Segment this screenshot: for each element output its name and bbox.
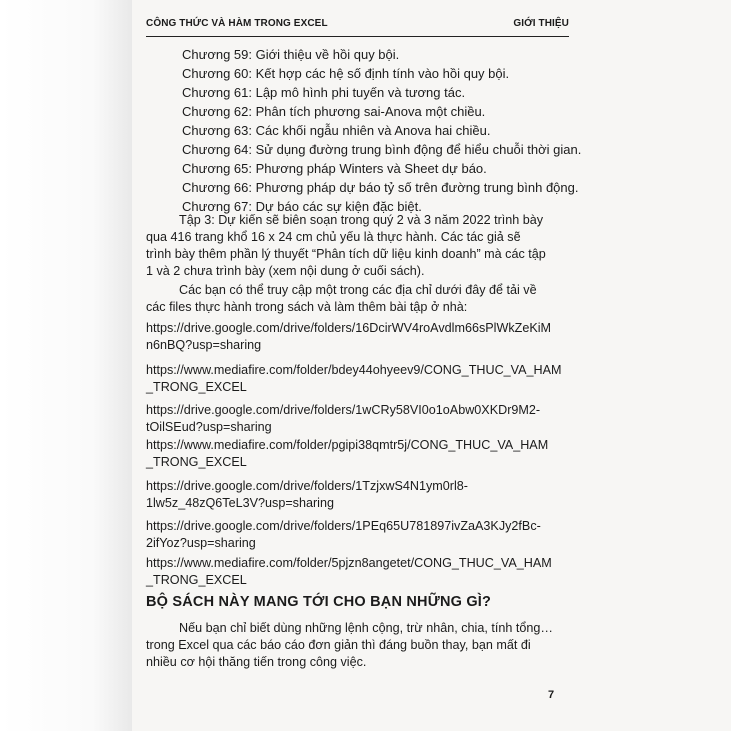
chapter-item: Chương 65: Phương pháp Winters và Sheet dự báo. bbox=[182, 161, 487, 176]
link-line[interactable]: https://drive.google.com/drive/folders/1wCRy58VI0o1oAbw0XKDr9M2- bbox=[146, 403, 541, 417]
intro-paragraph bbox=[146, 620, 566, 671]
link-line[interactable]: https://www.mediafire.com/folder/5pjzn8angetet/CONG_THUC_VA_HAM bbox=[146, 556, 552, 570]
chapter-list bbox=[182, 45, 582, 216]
download-link[interactable] bbox=[146, 362, 566, 396]
link-line[interactable]: tOilSEud?usp=sharing bbox=[146, 420, 272, 434]
paragraph-line: Tập 3: Dự kiến sẽ biên soạn trong quý 2 và 3 năm 2022 trình bày bbox=[179, 213, 544, 227]
paragraph-line: nhiều cơ hội thăng tiến trong công việc. bbox=[146, 655, 367, 669]
chapter-item: Chương 64: Sử dụng đường trung bình động để hiểu chuỗi thời gian. bbox=[182, 142, 582, 157]
section-heading: BỘ SÁCH NÀY MANG TỚI CHO BẠN NHỮNG GÌ? bbox=[146, 594, 492, 610]
paragraph-line: trình bày thêm phần lý thuyết “Phân tích dữ liệu kinh doanh” mà các tập bbox=[146, 247, 546, 261]
link-line[interactable]: https://www.mediafire.com/folder/bdey44ohyeev9/CONG_THUC_VA_HAM bbox=[146, 363, 562, 377]
running-header bbox=[146, 14, 569, 37]
link-line[interactable]: n6nBQ?usp=sharing bbox=[146, 338, 262, 352]
header-section-title: GIỚI THIỆU bbox=[513, 18, 569, 29]
paragraph-line: trong Excel qua các báo cáo đơn giản thì đáng buồn thay, bạn mất đi bbox=[146, 638, 531, 652]
paragraph-line: 1 và 2 chưa trình bày (xem nội dung ở cuối sách). bbox=[146, 264, 425, 278]
header-book-title: CÔNG THỨC VÀ HÀM TRONG EXCEL bbox=[146, 18, 328, 29]
paragraph-line: qua 416 trang khổ 16 x 24 cm chủ yếu là thực hành. Các tác giả sẽ bbox=[146, 230, 521, 244]
chapter-item: Chương 60: Kết hợp các hệ số định tính vào hồi quy bội. bbox=[182, 66, 510, 81]
paragraph-line: các files thực hành trong sách và làm thêm bài tập ở nhà: bbox=[146, 300, 468, 314]
access-paragraph bbox=[146, 282, 566, 316]
download-link[interactable] bbox=[146, 320, 566, 354]
chapter-item: Chương 66: Phương pháp dự báo tỷ số trên đường trung bình động. bbox=[182, 180, 579, 195]
link-line[interactable]: https://www.mediafire.com/folder/pgipi38qmtr5j/CONG_THUC_VA_HAM bbox=[146, 438, 549, 452]
link-line[interactable]: _TRONG_EXCEL bbox=[146, 380, 247, 394]
chapter-item: Chương 67: Dự báo các sự kiện đặc biệt. bbox=[182, 199, 422, 214]
paragraph-line: Các bạn có thể truy cập một trong các địa chỉ dưới đây để tải về bbox=[179, 283, 537, 297]
book-binding bbox=[0, 0, 132, 731]
link-line[interactable]: https://drive.google.com/drive/folders/16DcirWV4roAvdlm66sPlWkZeKiM bbox=[146, 321, 552, 335]
chapter-item: Chương 61: Lập mô hình phi tuyến và tương tác. bbox=[182, 85, 466, 100]
chapter-item: Chương 63: Các khối ngẫu nhiên và Anova hai chiều. bbox=[182, 123, 491, 138]
link-line[interactable]: 1lw5z_48zQ6TeL3V?usp=sharing bbox=[146, 496, 334, 510]
link-line[interactable]: 2ifYoz?usp=sharing bbox=[146, 536, 256, 550]
download-link[interactable] bbox=[146, 402, 566, 436]
chapter-item: Chương 62: Phân tích phương sai-Anova một chiều. bbox=[182, 104, 486, 119]
link-line[interactable]: https://drive.google.com/drive/folders/1PEq65U781897ivZaA3KJy2fBc- bbox=[146, 519, 541, 533]
link-line[interactable]: _TRONG_EXCEL bbox=[146, 573, 247, 587]
download-link[interactable] bbox=[146, 555, 566, 589]
chapter-item: Chương 59: Giới thiệu về hồi quy bội. bbox=[182, 47, 400, 62]
download-link[interactable] bbox=[146, 478, 566, 512]
paragraph-line: Nếu bạn chỉ biết dùng những lệnh cộng, trừ nhân, chia, tính tổng… bbox=[179, 621, 553, 635]
download-link[interactable] bbox=[146, 518, 566, 552]
link-line[interactable]: _TRONG_EXCEL bbox=[146, 455, 247, 469]
page-number: 7 bbox=[548, 689, 555, 701]
link-line[interactable]: https://drive.google.com/drive/folders/1TzjxwS4N1ym0rl8- bbox=[146, 479, 468, 493]
volume3-paragraph bbox=[146, 212, 566, 280]
download-link[interactable] bbox=[146, 437, 566, 471]
